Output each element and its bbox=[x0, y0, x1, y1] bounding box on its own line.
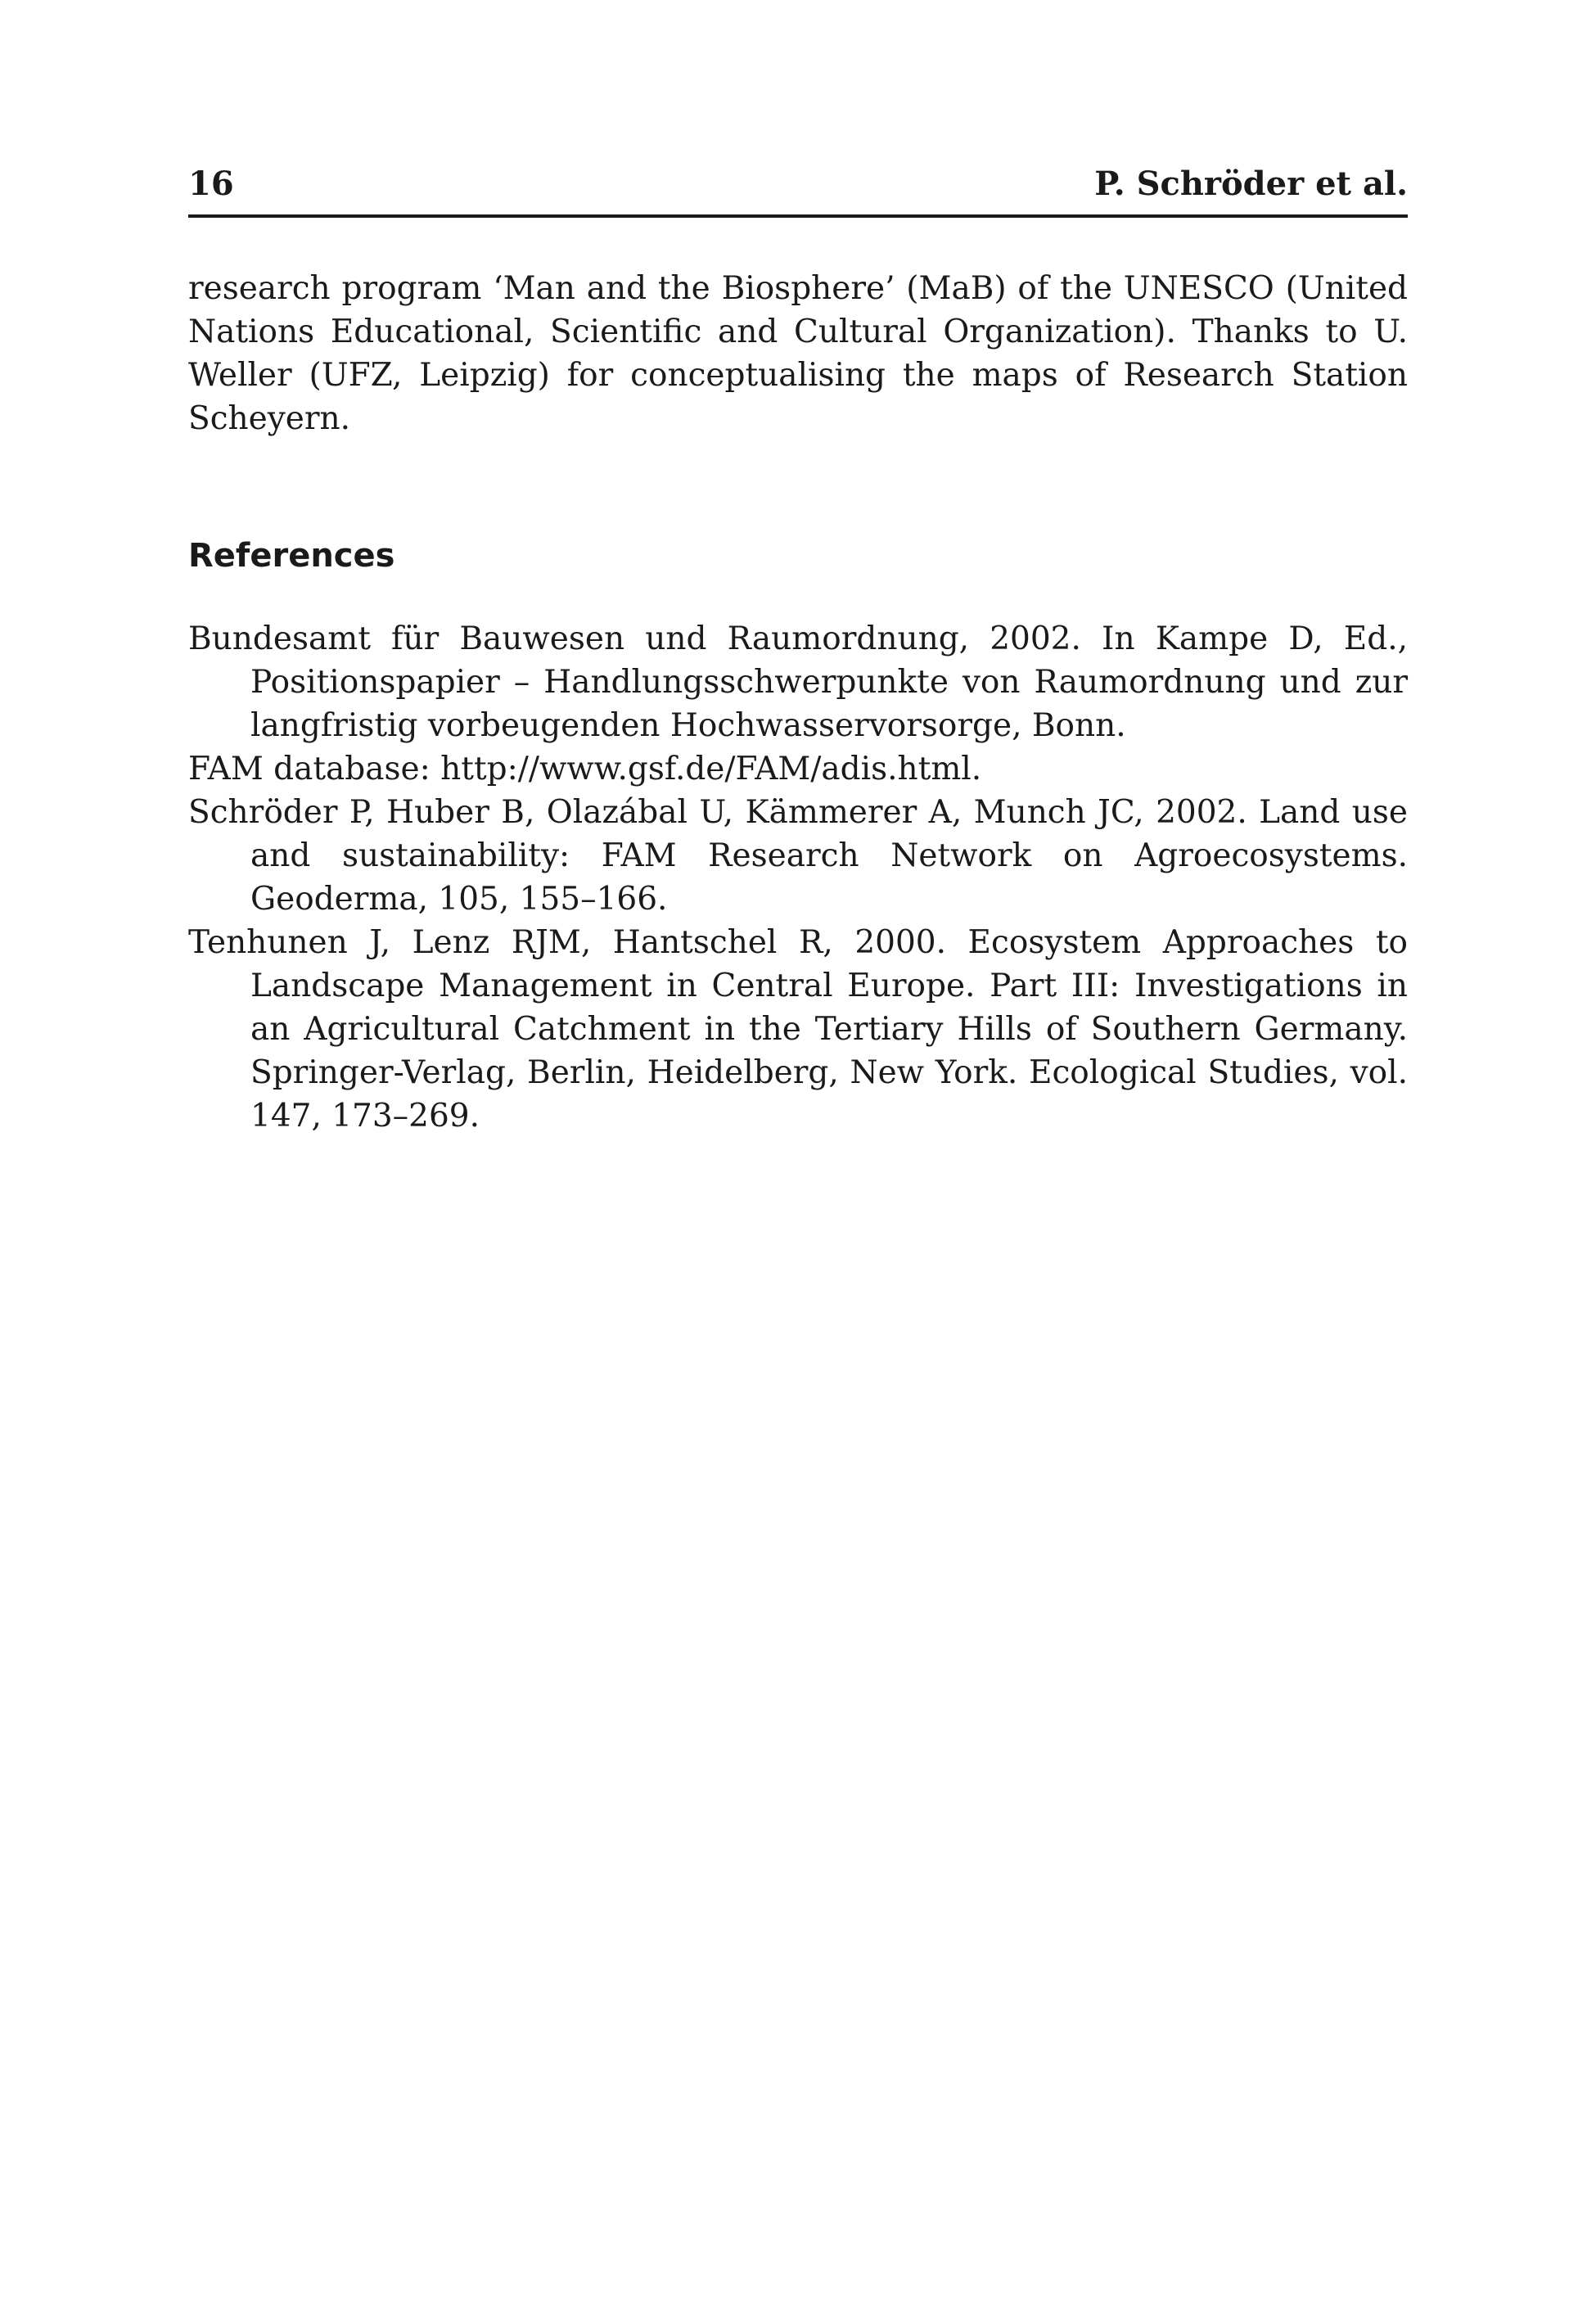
reference-item-4: Tenhunen J, Lenz RJM, Hantschel R, 2000. Ecosystem Approaches to Landscape Management in Central Europe. Part III: Investigations in an Agricultural Catchment in the Tertiary Hills of Southern Germany. Springer-Verlag, Berlin, Heidelberg, New York. Ecological Studies, vol. 147, 173–269. bbox=[188, 924, 1408, 1135]
page bbox=[188, 164, 1408, 1151]
reference-list bbox=[188, 617, 1408, 1138]
references-heading: References bbox=[188, 537, 395, 575]
page-number: 16 bbox=[188, 165, 234, 203]
running-head bbox=[188, 164, 1408, 218]
reference-item-1: Bundesamt für Bauwesen und Raumordnung, 2002. In Kampe D, Ed., Positionspapier – Handlungsschwerpunkte von Raumordnung und zur langfristig vorbeugenden Hochwasservorsorge, Bonn. bbox=[188, 620, 1408, 744]
acknowledgement-paragraph: research program ‘Man and the Biosphere’ (MaB) of the UNESCO (United Nations Educational, Scientific and Cultural Organization). Thanks to U. Weller (UFZ, Leipzig) for conceptualising the maps of Research Station Scheyern. bbox=[188, 270, 1408, 437]
reference-item-2: FAM database: http://www.gsf.de/FAM/adis.html. bbox=[188, 751, 982, 787]
running-head-authors: P. Schröder et al. bbox=[1094, 165, 1408, 203]
reference-item-3: Schröder P, Huber B, Olazábal U, Kämmerer A, Munch JC, 2002. Land use and sustainability: FAM Research Network on Agroecosystems. Geoderma, 105, 155–166. bbox=[188, 794, 1408, 918]
